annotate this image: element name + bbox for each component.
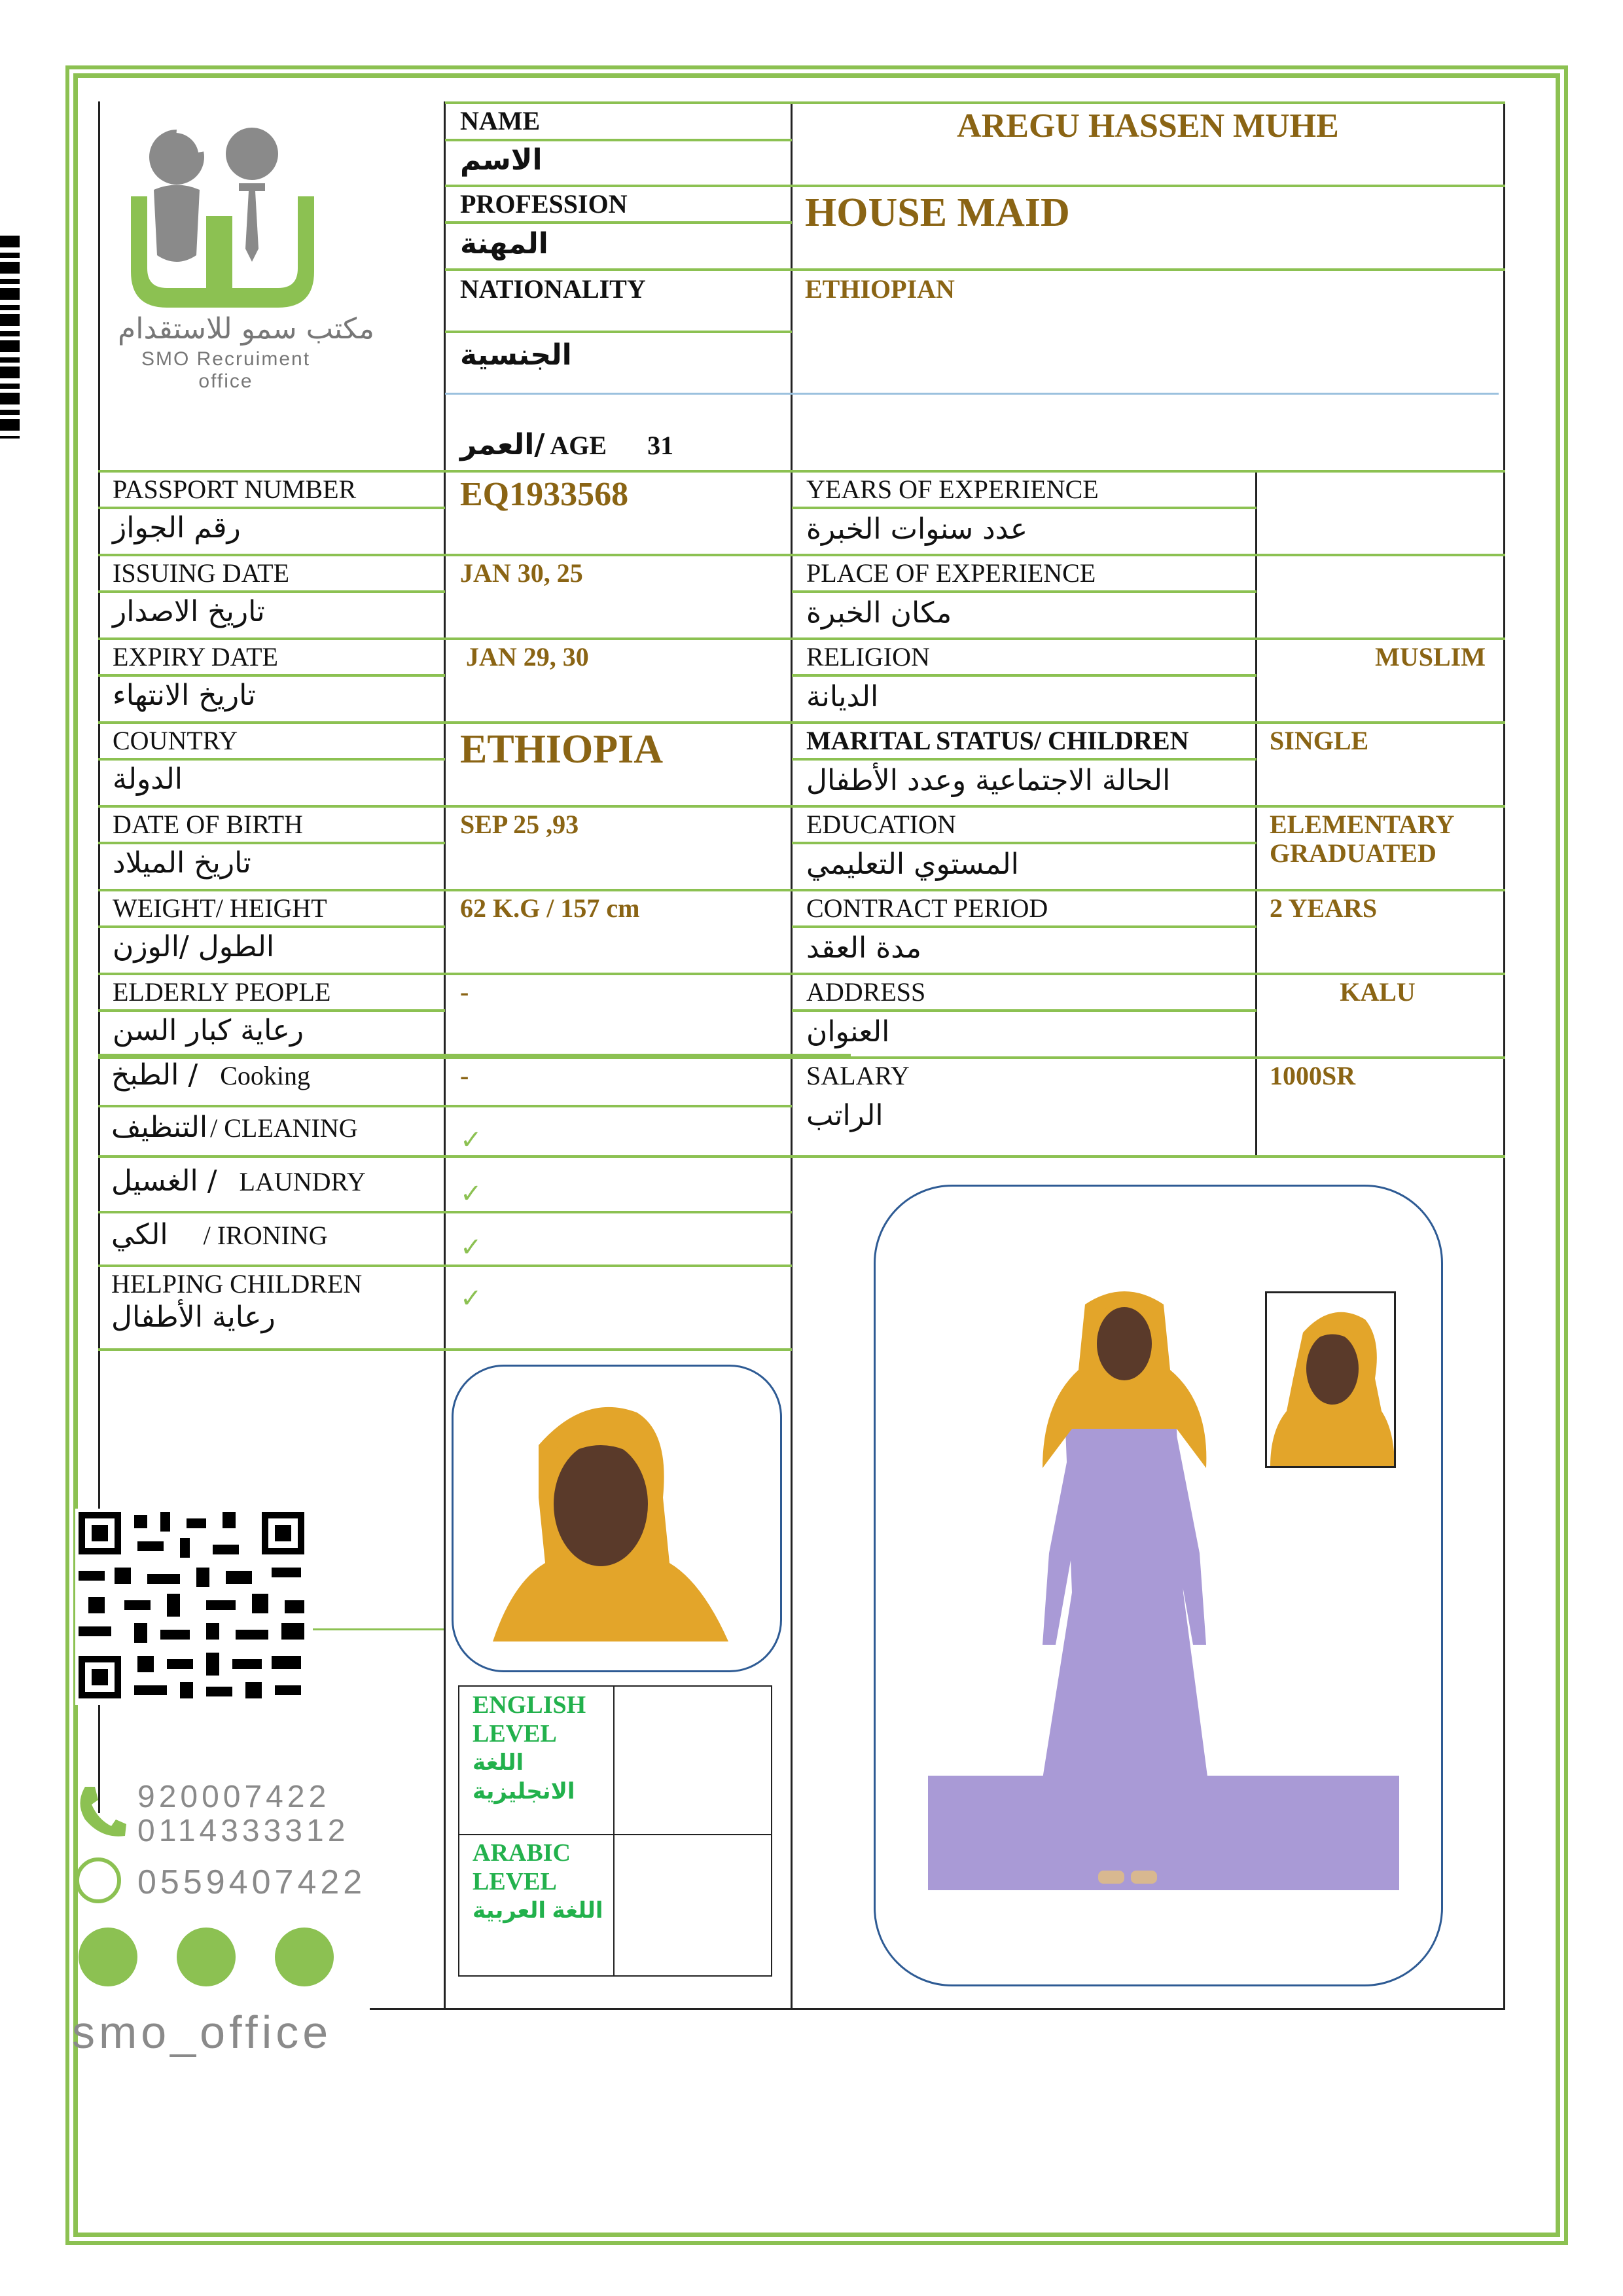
rule — [792, 973, 1505, 975]
rule — [445, 221, 792, 224]
rule — [792, 1056, 1505, 1059]
whatsapp-icon — [75, 1857, 121, 1903]
rule — [98, 470, 1505, 473]
ironing-label-ar: الكي — [111, 1218, 168, 1251]
right-row-value: SINGLE — [1270, 726, 1369, 755]
rule — [792, 889, 1505, 891]
left-row-value: EQ1933568 — [460, 476, 629, 513]
right-row-label-en: MARITAL STATUS/ CHILDREN — [806, 726, 1189, 755]
rule — [98, 674, 445, 677]
cooking-label-ar: الطبخ / — [111, 1058, 198, 1092]
left-row-label-ar: تاريخ الانتهاء — [113, 679, 256, 712]
right-row-label-ar: مكان الخبرة — [806, 596, 952, 630]
left-row-label-ar: رعاية كبار السن — [113, 1014, 304, 1047]
snapchat-icon — [275, 1928, 334, 1986]
left-row-label-ar: رقم الجواز — [113, 511, 241, 545]
table-bottom-rule — [370, 2008, 1505, 2010]
phone-icon — [75, 1784, 128, 1842]
rule — [98, 925, 445, 928]
arabic-level-label: ARABIC LEVEL اللغة العربية — [473, 1839, 603, 1923]
ironing-label-en: / IRONING — [203, 1221, 328, 1250]
rule — [98, 889, 792, 891]
rule — [98, 637, 792, 640]
right-row-value: 2 YEARS — [1270, 893, 1378, 923]
rule — [445, 393, 1499, 395]
rule — [98, 805, 792, 808]
helping-children-label-ar: رعاية الأطفال — [111, 1300, 276, 1334]
helping-children-check-icon: ✓ — [460, 1283, 482, 1313]
passport-photo — [454, 1367, 782, 1672]
rule — [98, 507, 445, 509]
age-value: 31 — [647, 431, 674, 460]
rule — [792, 925, 1257, 928]
cooking-value: - — [460, 1061, 469, 1090]
phone-number-2: 0114333312 — [137, 1814, 349, 1848]
left-row-value: JAN 30, 25 — [460, 558, 583, 588]
profession-value: HOUSE MAID — [805, 190, 1070, 235]
rule — [792, 842, 1257, 844]
right-row-label-en: ADDRESS — [806, 977, 926, 1007]
left-row-label-en: ELDERLY PEOPLE — [113, 977, 331, 1007]
rule — [98, 554, 792, 556]
rule — [98, 590, 445, 593]
language-table — [458, 1685, 772, 1977]
right-row-label-ar: مدة العقد — [806, 931, 921, 965]
helping-children-label: HELPING CHILDREN — [111, 1269, 363, 1299]
name-label-ar: الاسم — [460, 143, 543, 177]
company-name-ar: مكتب سمو للاستقدام — [118, 312, 374, 346]
rule — [792, 721, 1505, 724]
rule — [98, 842, 445, 844]
rule — [98, 1105, 792, 1107]
cleaning-label-ar: التنظيف — [111, 1111, 208, 1144]
rule — [98, 721, 792, 724]
cleaning-row — [111, 1111, 358, 1144]
rule — [313, 1628, 444, 1630]
name-label: NAME — [460, 106, 541, 135]
laundry-label-ar: الغسيل / — [111, 1164, 217, 1198]
right-row-label-en: RELIGION — [806, 642, 930, 672]
right-row-value: MUSLIM — [1375, 642, 1486, 672]
right-row-label-en: EDUCATION — [806, 810, 956, 839]
rule — [445, 268, 1505, 271]
left-row-label-ar: تاريخ الاصدار — [113, 595, 265, 628]
left-row-label-ar: الدولة — [113, 762, 183, 796]
rule — [792, 554, 1505, 556]
laundry-row — [111, 1165, 366, 1198]
rule — [445, 185, 1505, 187]
social-handle: smo_office — [72, 2007, 332, 2058]
right-row-label-ar: الديانة — [806, 680, 879, 713]
rule — [792, 1009, 1257, 1012]
language-divider — [613, 1687, 615, 1975]
right-row-label-ar: عدد سنوات الخبرة — [806, 512, 1028, 546]
right-row-label-ar: الحالة الاجتماعية وعدد الأطفال — [806, 764, 1171, 797]
left-row-label-en: EXPIRY DATE — [113, 642, 278, 672]
right-row-label-en: CONTRACT PERIOD — [806, 893, 1048, 923]
left-row-value: 62 K.G / 157 cm — [460, 893, 640, 923]
twitter-icon — [79, 1928, 137, 1986]
right-row-label-en: PLACE OF EXPERIENCE — [806, 558, 1096, 588]
instagram-icon — [177, 1928, 236, 1986]
age-label-ar: العمر/ — [460, 428, 545, 461]
left-row-label-en: PASSPORT NUMBER — [113, 475, 357, 504]
ironing-row — [111, 1219, 328, 1251]
right-row-label-ar: المستوي التعليمي — [806, 848, 1019, 881]
rule — [98, 973, 792, 975]
small-portrait-photo — [1265, 1291, 1396, 1468]
rule — [792, 758, 1257, 761]
right-row-value: ELEMENTARY — [1270, 810, 1455, 839]
company-name-en: SMO Recruiment office — [141, 348, 311, 392]
rule — [792, 674, 1257, 677]
rule — [98, 1211, 792, 1213]
left-row-label-en: DATE OF BIRTH — [113, 810, 303, 839]
whatsapp-number: 0559407422 — [137, 1863, 366, 1901]
name-value: AREGU HASSEN MUHE — [957, 107, 1339, 145]
rule — [98, 1155, 1505, 1158]
left-row-label-en: COUNTRY — [113, 726, 238, 755]
left-row-value: ETHIOPIA — [460, 727, 664, 772]
full-body-photo-frame — [874, 1185, 1443, 1986]
rule — [98, 1054, 851, 1056]
rule — [98, 1265, 792, 1267]
rule — [445, 139, 792, 141]
language-row-divider — [459, 1834, 771, 1835]
rule — [792, 507, 1257, 509]
english-level-label: ENGLISH LEVEL اللغة الانجليزية — [473, 1691, 586, 1804]
nationality-label: NATIONALITY — [460, 274, 646, 304]
passport-photo-frame — [452, 1365, 782, 1672]
left-row-value: SEP 25 ,93 — [460, 810, 579, 839]
right-row-value: KALU — [1340, 977, 1416, 1007]
edge-qr-code — [0, 236, 20, 439]
right-row-label-en: YEARS OF EXPERIENCE — [806, 475, 1099, 504]
phone-number-1: 920007422 — [137, 1780, 330, 1814]
nationality-label-ar: الجنسية — [460, 338, 572, 372]
left-row-label-en: WEIGHT/ HEIGHT — [113, 893, 327, 923]
rule — [792, 590, 1257, 593]
right-row-label-en: SALARY — [806, 1061, 910, 1090]
rule — [792, 637, 1505, 640]
age-row — [460, 429, 673, 461]
laundry-check-icon: ✓ — [460, 1179, 482, 1208]
left-row-value: JAN 29, 30 — [466, 642, 589, 672]
header-top-rule — [445, 101, 1505, 104]
right-row-value: 1000SR — [1270, 1061, 1356, 1090]
left-row-value: - — [460, 977, 469, 1007]
qr-code — [75, 1509, 311, 1705]
cooking-label-en: Cooking — [220, 1061, 311, 1090]
left-row-label-ar: الطول /الوزن — [113, 930, 275, 963]
nationality-value: ETHIOPIAN — [805, 274, 955, 304]
laundry-label-en: LAUNDRY — [239, 1167, 366, 1196]
age-label: AGE — [550, 431, 607, 460]
right-row-value-2: GRADUATED — [1270, 838, 1436, 868]
table-col3-rule — [1255, 470, 1257, 1157]
cooking-row — [111, 1059, 310, 1092]
cleaning-check-icon: ✓ — [460, 1125, 482, 1155]
profession-label-ar: المهنة — [460, 227, 548, 260]
company-logo — [118, 118, 374, 392]
left-row-label-en: ISSUING DATE — [113, 558, 289, 588]
right-row-label-ar: العنوان — [806, 1015, 890, 1049]
ironing-check-icon: ✓ — [460, 1232, 482, 1262]
right-row-label-ar: الراتب — [806, 1099, 883, 1132]
rule — [98, 758, 445, 761]
rule — [98, 1009, 445, 1012]
rule — [445, 331, 792, 333]
profession-label: PROFESSION — [460, 189, 628, 219]
cleaning-label-en: / CLEANING — [210, 1113, 358, 1143]
rule — [792, 805, 1505, 808]
rule — [98, 1348, 792, 1351]
table-right-rule — [1503, 101, 1505, 2009]
left-row-label-ar: تاريخ الميلاد — [113, 846, 251, 880]
